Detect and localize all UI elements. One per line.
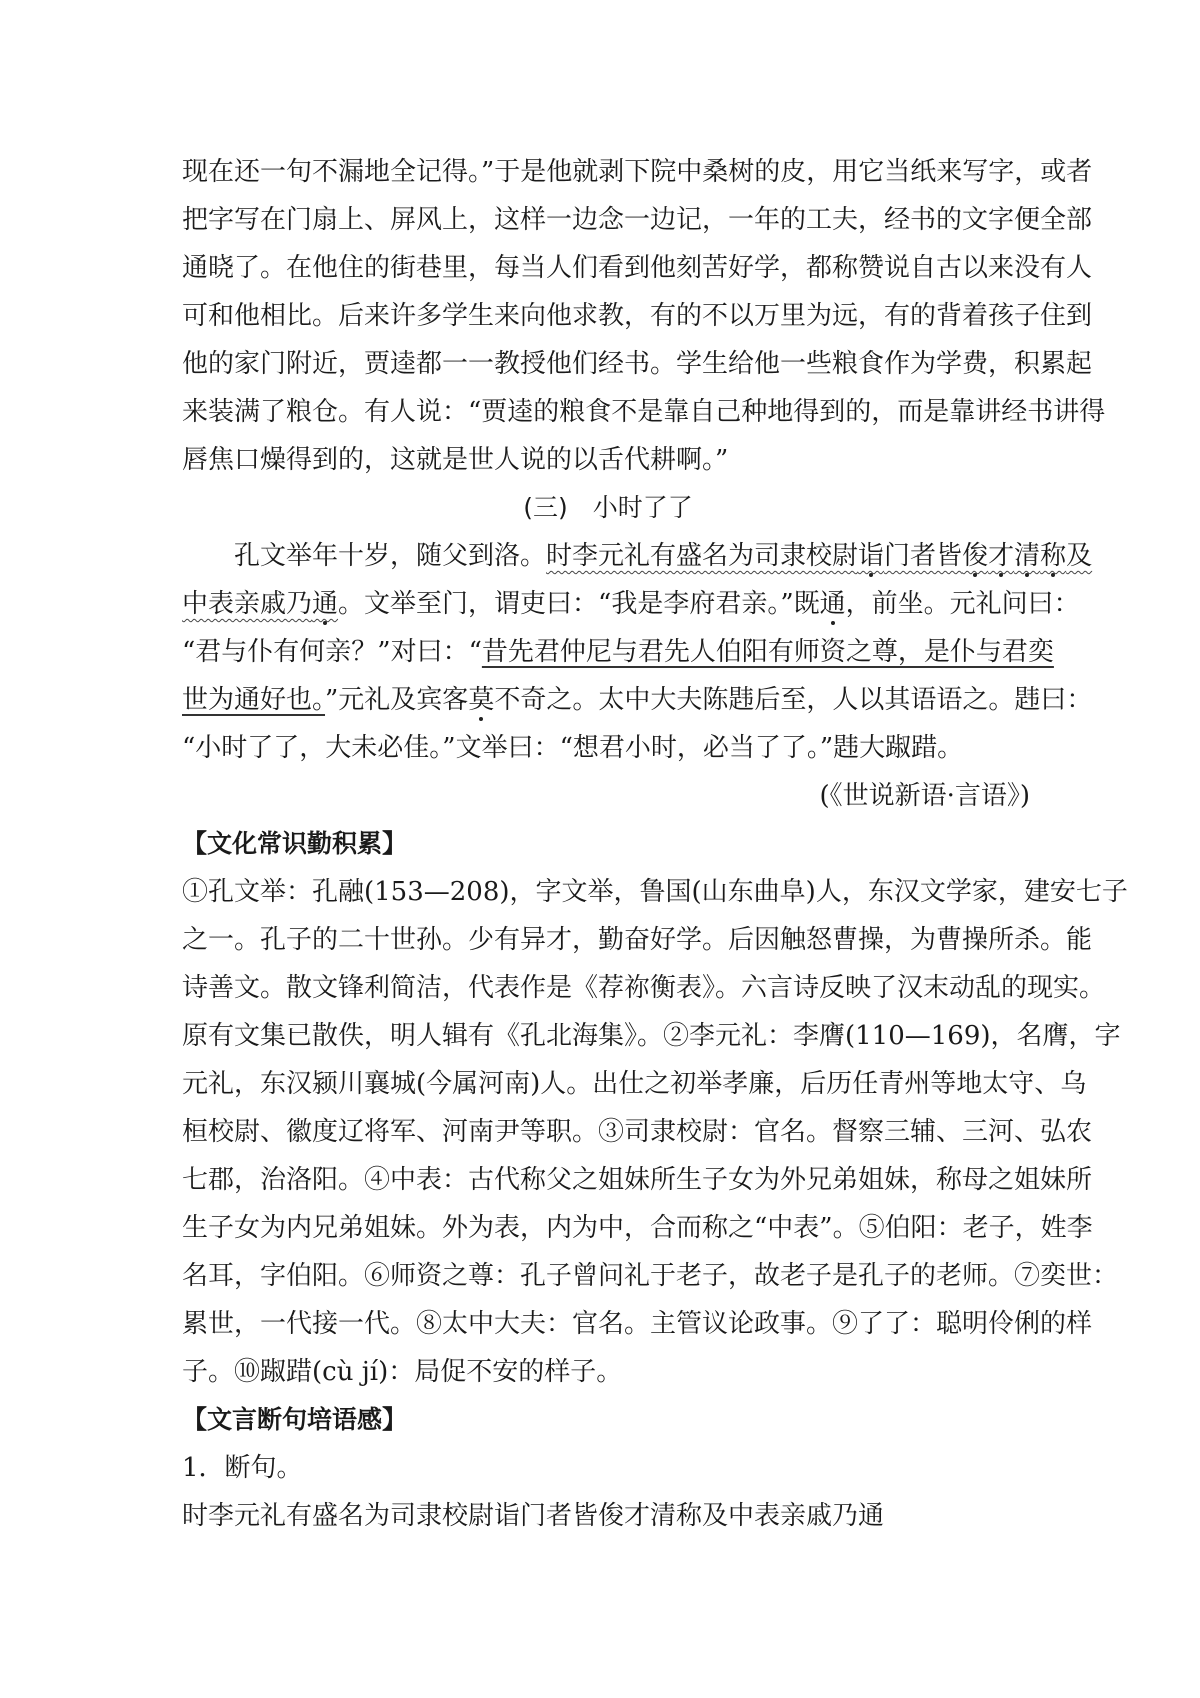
underlined-sentence: 世为通好也。 <box>182 685 326 715</box>
story-heading: (三) 小时了了 <box>523 493 693 522</box>
dotted-char: 通 <box>819 589 846 619</box>
dotted-char: 俊 <box>962 541 989 571</box>
translation-line: 可和他相比。后来许多学生来向他求教，有的不以万里为远，有的背着孩子住到 <box>182 301 1093 331</box>
punctuation-section-title: 【文言断句培语感】 <box>182 1405 408 1434</box>
culture-line: 元礼，东汉颍川襄城(今属河南)人。出仕之初举孝廉，后历任青州等地太守、乌 <box>182 1069 1087 1099</box>
culture-section-title: 【文化常识勤积累】 <box>182 829 408 858</box>
wavy-underlined-phrase: 中表亲戚乃通 <box>182 589 339 619</box>
underlined-sentence: 昔先君仲尼与君先人伯阳有师资之尊，是仆与君奕 <box>481 637 1054 667</box>
culture-line: 之一。孔子的二十世孙。少有异才，勤奋好学。后因触怒曹操，为曹操所杀。能 <box>182 925 1093 955</box>
dotted-char: 莫 <box>468 685 495 715</box>
translation-line: 现在还一句不漏地全记得。”于是他就剥下院中桑树的皮，用它当纸来写字，或者 <box>182 157 1093 187</box>
translation-line: 把字写在门扇上、屏风上，这样一边念一边记，一年的工夫，经书的文字便全部 <box>182 205 1093 235</box>
culture-line: ①孔文举：孔融(153—208)，字文举，鲁国(山东曲阜)人，东汉文学家，建安七子 <box>182 877 1128 907</box>
culture-line: 累世，一代接一代。⑧太中大夫：官名。主管议论政事。⑨了了：聪明伶俐的样 <box>182 1309 1093 1339</box>
dotted-char: 诣 <box>858 541 885 571</box>
translation-line: 他的家门附近，贾逵都一一教授他们经书。学生给他一些粮食作为学费，积累起 <box>182 349 1093 379</box>
story-line: 中表亲戚乃通。文举至门，谓吏曰：“我是李府君亲。”既通，前坐。元礼问曰： <box>182 589 1080 619</box>
culture-line: 诗善文。散文锋利简洁，代表作是《荐祢衡表》。六言诗反映了汉末动乱的现实。 <box>182 973 1106 1003</box>
culture-line: 桓校尉、徽度辽将军、河南尹等职。③司隶校尉：官名。督察三辅、三河、弘农 <box>182 1117 1093 1147</box>
dotted-char: 称 <box>1040 541 1067 571</box>
story-line: “小时了了，大未必佳。”文举曰：“想君小时，必当了了。”韪大踧踖。 <box>182 733 964 763</box>
wavy-underlined-phrase: 时李元礼有盛名为司隶校尉诣门者皆俊才清称及 <box>546 541 1093 571</box>
culture-line: 子。⑩踧踖(cù jí)：局促不安的样子。 <box>182 1357 623 1387</box>
story-line: “君与仆有何亲？”对曰：“昔先君仲尼与君先人伯阳有师资之尊，是仆与君奕 <box>182 637 1054 667</box>
translation-line: 来装满了粮仓。有人说：“贾逵的粮食不是靠自己种地得到的，而是靠讲经书讲得 <box>182 397 1106 427</box>
culture-line: 名耳，字伯阳。⑥师资之尊：孔子曾问礼于老子，故老子是孔子的老师。⑦奕世： <box>182 1261 1119 1291</box>
translation-line: 唇焦口燥得到的，这就是世人说的以舌代耕啊。” <box>182 445 729 475</box>
question-label: 1．断句。 <box>182 1453 303 1483</box>
dotted-char: 通 <box>312 589 339 619</box>
question-text: 时李元礼有盛名为司隶校尉诣门者皆俊才清称及中表亲戚乃通 <box>182 1501 885 1531</box>
dotted-char: 才 <box>988 541 1015 571</box>
document-page <box>182 148 1128 1540</box>
translation-line: 通晓了。在他住的街巷里，每当人们看到他刻苦好学，都称赞说自古以来没有人 <box>182 253 1093 283</box>
story-line: 世为通好也。”元礼及宾客莫不奇之。太中大夫陈韪后至，人以其语语之。韪曰： <box>182 685 1093 715</box>
culture-line: 生子女为内兄弟姐妹。外为表，内为中，合而称之“中表”。⑤伯阳：老子，姓李 <box>182 1213 1093 1243</box>
culture-line: 七郡，治洛阳。④中表：古代称父之姐妹所生子女为外兄弟姐妹，称母之姐妹所 <box>182 1165 1093 1195</box>
story-line: 孔文举年十岁，随父到洛。时李元礼有盛名为司隶校尉诣门者皆俊才清称及 <box>234 541 1093 571</box>
story-source: (《世说新语·言语》) <box>819 781 1030 811</box>
culture-line: 原有文集已散佚，明人辑有《孔北海集》。②李元礼：李膺(110—169)，名膺，字 <box>182 1021 1121 1051</box>
dotted-char: 清 <box>1014 541 1041 571</box>
